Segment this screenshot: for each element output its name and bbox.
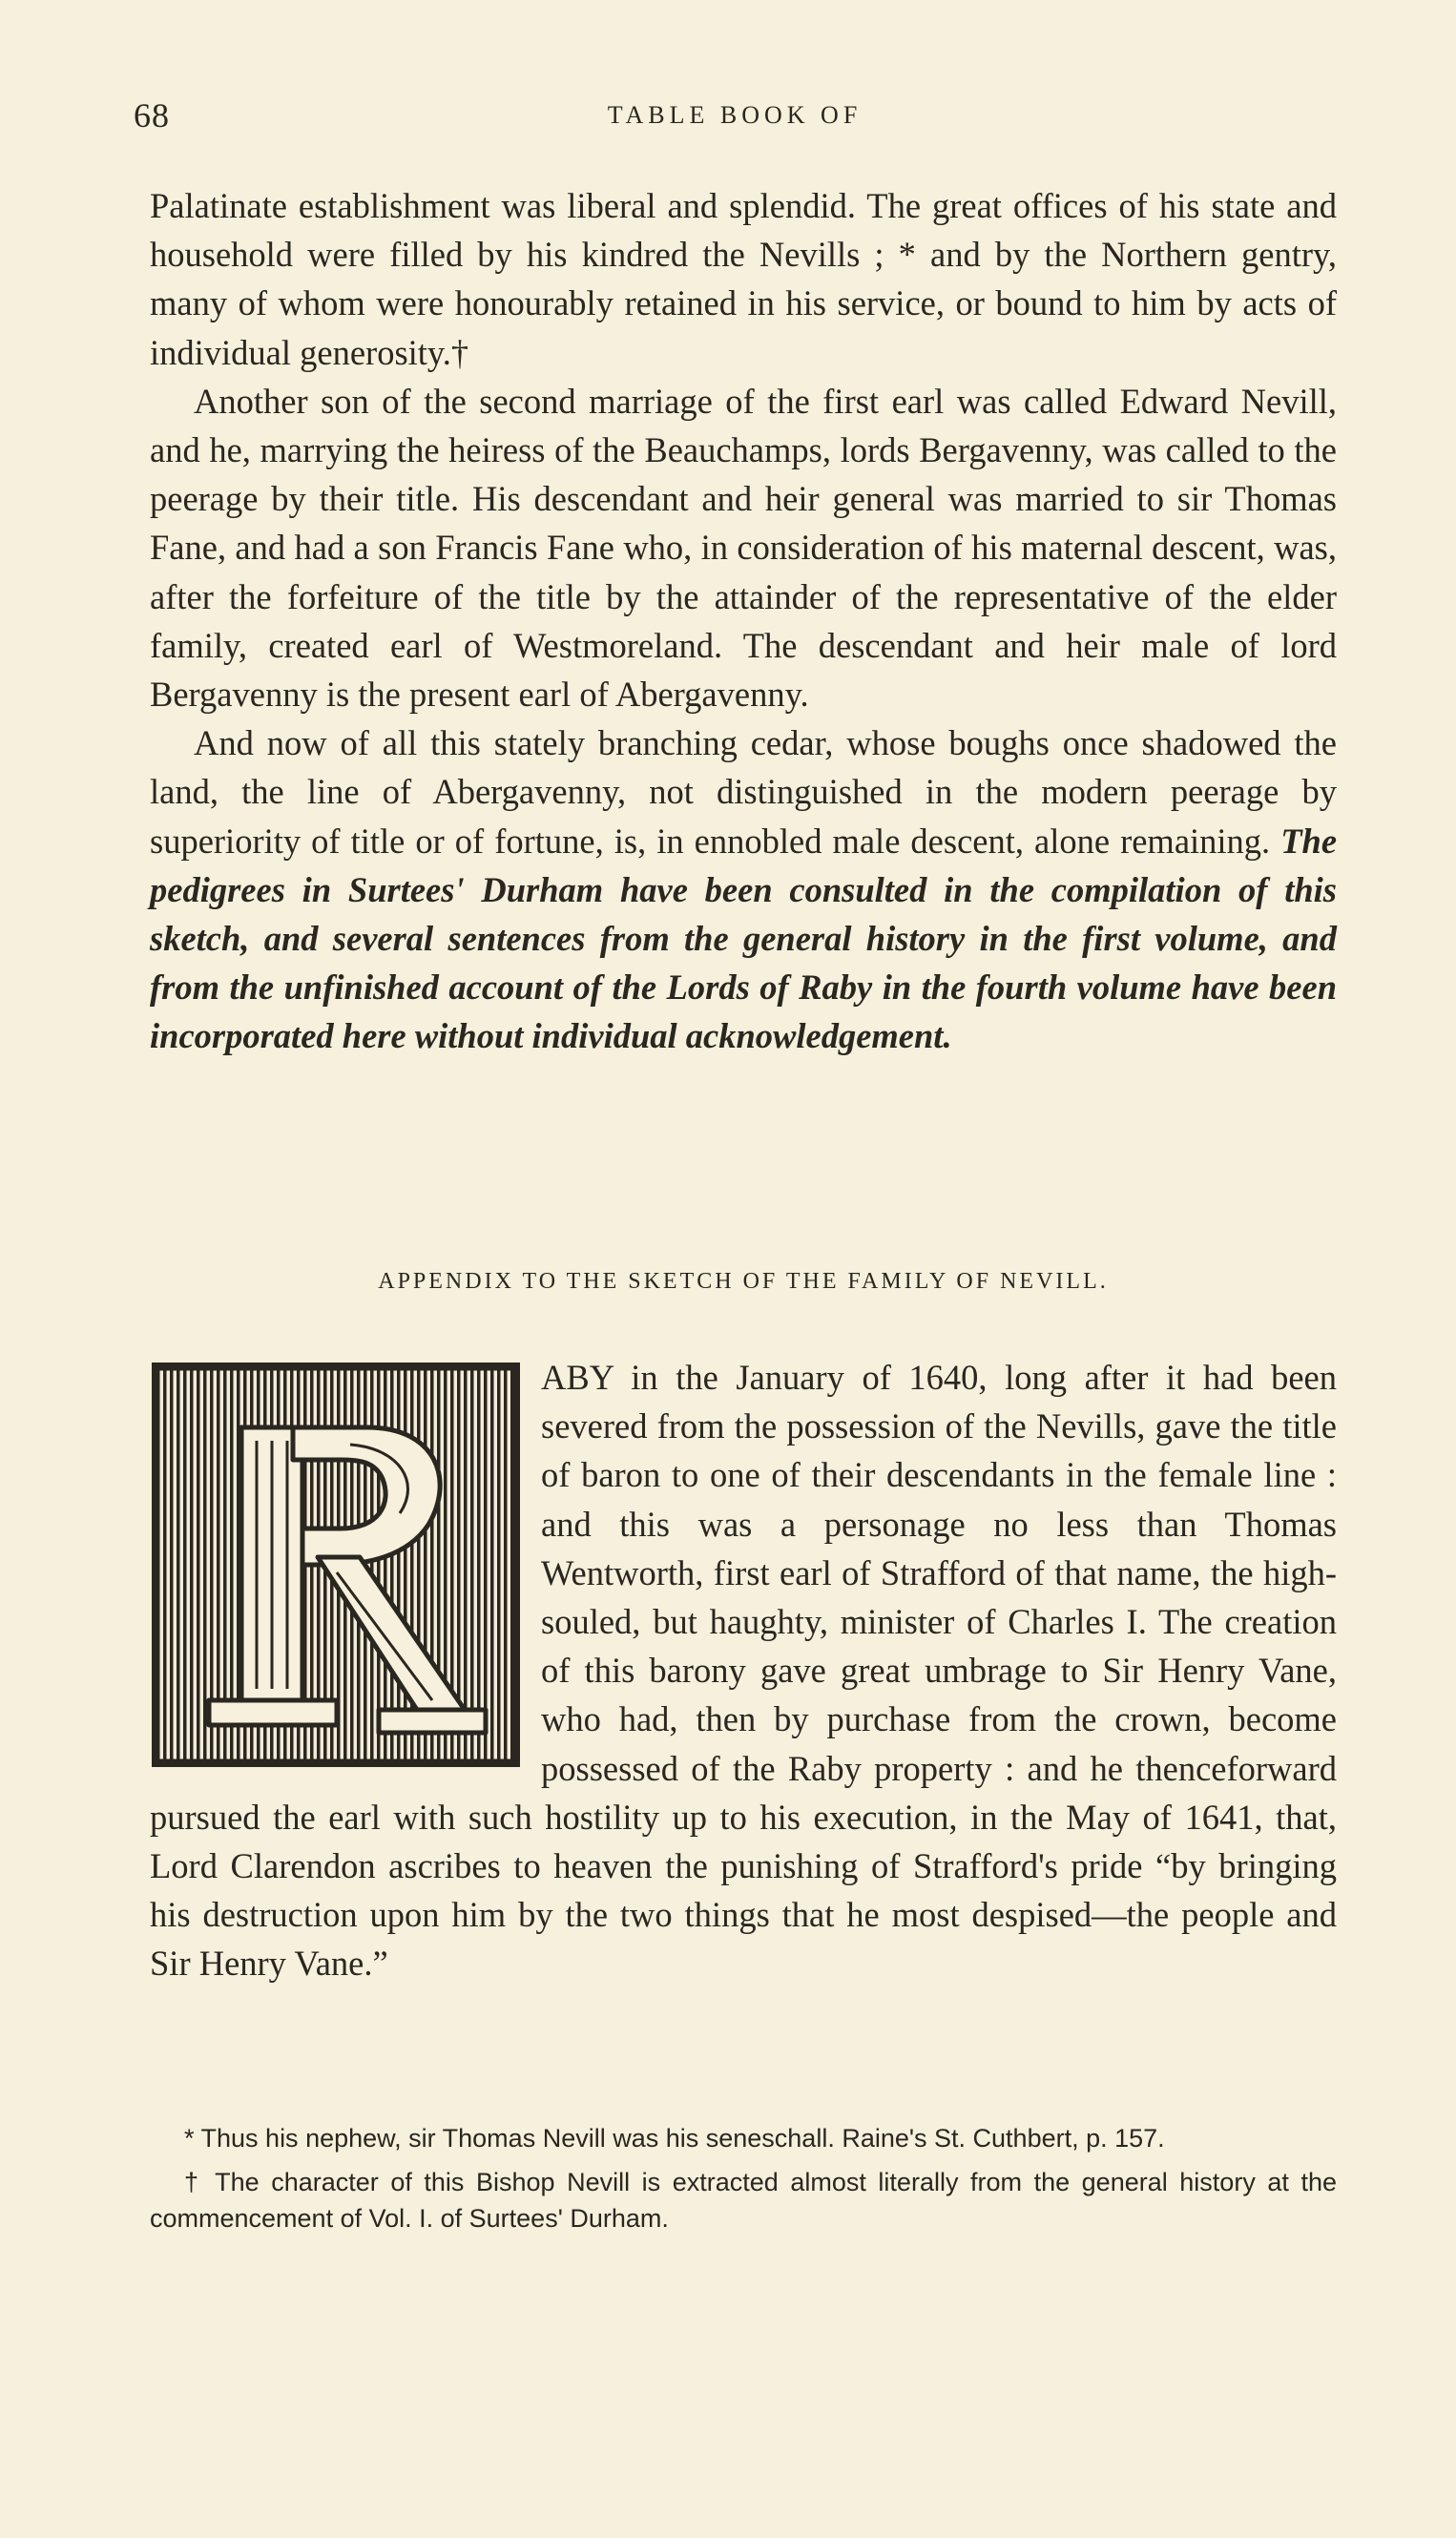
paragraph-cedar-text: And now of all this stately branching cedar, whose boughs once shadowed the land, the line of Abergavenny, not distinguished in the modern peerage by superiority of title or of fortune, is, in ennobled male descent, alone remaining.	[150, 723, 1337, 861]
paragraph-palatinate: Palatinate establishment was liberal and splendid. The great offices of his state and household were filled by his kindred the Nevills ; * and by the Northern gentry, many of whom were honourably retained in his service, or bound to him by acts of individual generosity.†	[150, 186, 1337, 372]
footnotes	[150, 2120, 1337, 2244]
sources-note: The pedigrees in Surtees' Durham have been consulted in the compilation of this sketch, and several sentences from the general history in the first volume, and from the unfinished account of the Lords of Raby in the fourth volume have been incorporated here without individual acknowledgement.	[150, 821, 1338, 1056]
page-header	[134, 95, 1336, 143]
appendix-section	[150, 1353, 1337, 1988]
footnote-1: * Thus his nephew, sir Thomas Nevill was his seneschall. Raine's St. Cuthbert, p. 157.	[184, 2124, 1165, 2153]
paragraph-edward-nevill: Another son of the second marriage of the first earl was called Edward Nevill, and he, marrying the heiress of the Beauchamps, lords Bergavenny, was called to the peerage by their title. His descendant and heir general was married to sir Thomas Fane, and had a son Francis Fane who, in consideration of his maternal descent, was, after the forfeiture of the title by the attainder of the representative of the elder family, created earl of Westmoreland. The descendant and heir male of lord Bergavenny is the present earl of Abergavenny.	[150, 381, 1337, 715]
running-title: TABLE BOOK OF	[607, 101, 863, 129]
decorative-initial-r	[150, 1361, 522, 1769]
footnote-2: † The character of this Bishop Nevill is extracted almost literally from the general history at the commencement of Vol. I. of Surtees' Durham.	[150, 2168, 1337, 2233]
appendix-text: ABY in the January of 1640, long after it had been severed from the possession of the Nevills, gave the title of baron to one of their descendants in the female line : and this was a personage no less than Thomas Wentworth, first earl of Strafford of that name, the high-souled, but haughty, minister of Charles I. The creation of this barony gave great umbrage to Sir Henry Vane, who had, then by purchase from the crown, become possessed of the Raby property : and he thenceforward pursued the earl with such hostility up to his execution, in the May of 1641, that, Lord Clarendon ascribes to heaven the punishing of Strafford's pride “by bringing his destruction upon him by the two things that he most despised—the people and Sir Henry Vane.”	[150, 1358, 1337, 1984]
appendix-heading: APPENDIX TO THE SKETCH OF THE FAMILY OF NEVILL.	[378, 1269, 1109, 1294]
main-text	[150, 181, 1337, 1061]
paragraph-cedar	[150, 718, 1337, 1060]
page-number: 68	[134, 96, 170, 135]
